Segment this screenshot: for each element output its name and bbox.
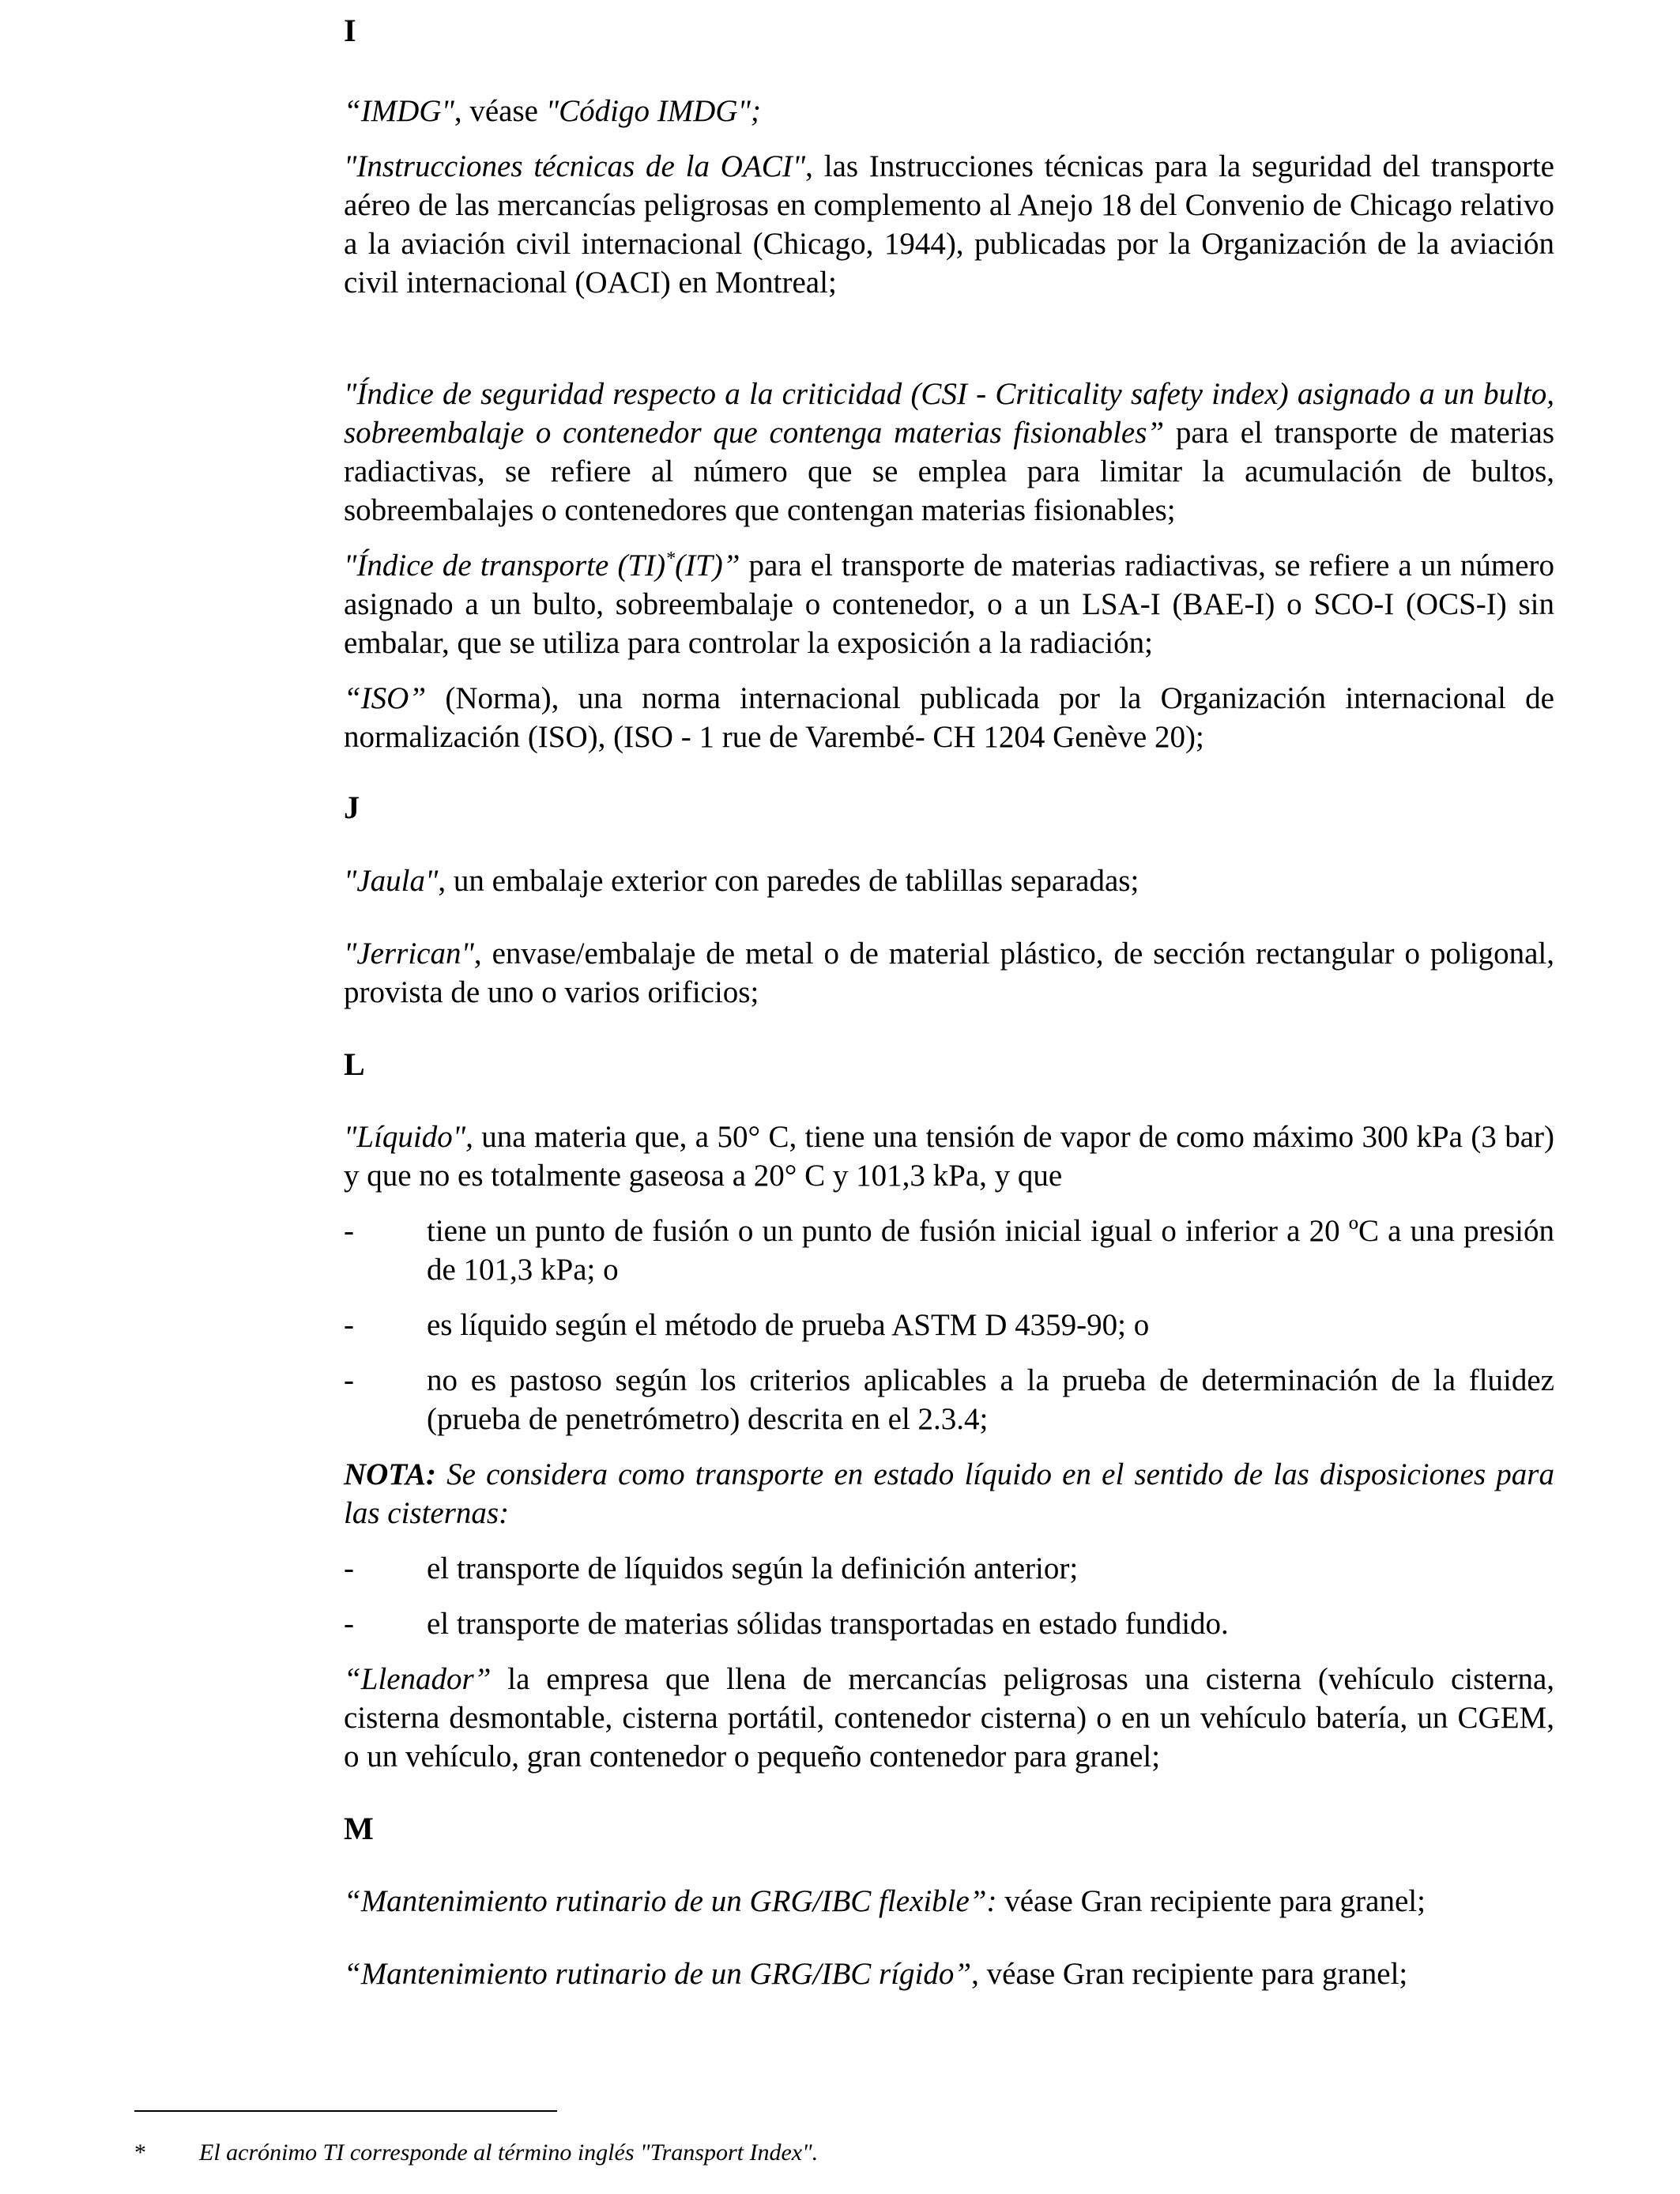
term-jerrican: "Jerrican" [344,937,474,971]
note-label: NOTA: [344,1457,436,1491]
section-letter-m: M [344,1811,374,1846]
entry-csi: "Índice de seguridad respecto a la criticidad (CSI - Criticality safety index) asignado a un bulto, sobreembalaje o contenedor que contenga materias fisionables” para el transporte de materias radiactivas, se refiere al número que se emplea para limitar la acumulación de bultos, sobreembalajes o contenedores que contengan materias fisionables; [344,377,1555,527]
term-liquido: "Líquido", [344,1120,473,1154]
list-item: - tiene un punto de fusión o un punto de fusión inicial igual o inferior a 20 ºC a una presión de 101,3 kPa; o [344,1214,1554,1287]
entry-ti: "Índice de transporte (TI)*(IT)” para el transporte de materias radiactivas, se refiere a un número asignado a un bulto, sobreembalaje o contenedor, o a un LSA-I (BAE-I) o SCO-I (OCS-I) sin embalar, que se utiliza para controlar la exposición a la radiación; [344,548,1554,660]
list-item: - no es pastoso según los criterios aplicables a la prueba de determinación de la fluidez (prueba de penetrómetro) descrita en el 2.3.4; [344,1363,1554,1436]
term-ti: "Índice de transporte (TI) [344,548,666,582]
section-letter-l: L [344,1046,365,1082]
entry-liquido: "Líquido", una materia que, a 50° C, tiene una tensión de vapor de como máximo 300 kPa (3 bar) y que no es totalmente gaseosa a 20° C y 101,3 kPa, y que [344,1120,1554,1193]
term-iso: “ISO” [344,681,427,715]
entry-llenador: “Llenador” la empresa que llena de mercancías peligrosas una cisterna (vehículo cisterna, cisterna desmontable, cisterna portátil, contenedor cisterna) o en un vehículo batería, un CGEM, o un vehículo, gran contenedor o pequeño contenedor para granel; [344,1662,1554,1774]
footnote-divider [134,2110,557,2112]
footnote-ref: * [665,548,676,569]
entry-iso: “ISO” (Norma), una norma internacional publicada por la Organización internacional de normalización (ISO), (ISO - 1 rue de Varembé- CH 1204 Genève 20); [344,681,1554,754]
footnote-mark: * [134,2139,146,2166]
list-item: - es líquido según el método de prueba ASTM D 4359-90; o [344,1308,1150,1342]
entry-oaci: "Instrucciones técnicas de la OACI", las Instrucciones técnicas para la seguridad del transporte aéreo de las mercancías peligrosas en complemento al Anejo 18 del Convenio de Chicago relativo a la aviación civil internacional (Chicago, 1944), publicadas por la Organización de la aviación civil internacional (OACI) en Montreal; [344,149,1554,300]
note-liquido: NOTA: Se considera como transporte en estado líquido en el sentido de las disposiciones para las cisternas: [344,1457,1554,1530]
list-item: - el transporte de líquidos según la definición anterior; [344,1551,1079,1585]
entry-jerrican: "Jerrican", envase/embalaje de metal o de material plástico, de sección rectangular o poligonal, provista de uno o varios orificios; [344,937,1554,1009]
section-letter-j: J [344,790,360,825]
term-mant-rigido: “Mantenimiento rutinario de un GRG/IBC rígido” [344,1957,972,1991]
term-imdg: “IMDG" [344,94,454,128]
term-mant-flexible: “Mantenimiento rutinario de un GRG/IBC flexible”: [344,1884,997,1918]
term-oaci: "Instrucciones técnicas de la OACI" [344,149,806,183]
entry-imdg: “IMDG", véase "Código IMDG"; [344,94,761,128]
term-llenador: “Llenador” [344,1662,492,1696]
footnote-text: El acrónimo TI corresponde al término inglés "Transport Index". [199,2139,819,2166]
entry-jaula: "Jaula", un embalaje exterior con paredes de tablillas separadas; [344,864,1139,898]
list-item: - el transporte de materias sólidas transportadas en estado fundido. [344,1607,1229,1641]
term-csi: "Índice de seguridad respecto a la criticidad (CSI - Criticality safety index) asignado a un bulto, sobreembalaje o contenedor que contenga materias fisionables” [344,377,1554,450]
entry-mant-flexible: “Mantenimiento rutinario de un GRG/IBC flexible”: véase Gran recipiente para granel; [344,1884,1426,1918]
section-letter-i: I [344,13,356,48]
glossary-content [344,0,1554,1993]
term-jaula: "Jaula" [344,864,439,898]
entry-mant-rigido: “Mantenimiento rutinario de un GRG/IBC rígido”, véase Gran recipiente para granel; [344,1957,1408,1991]
